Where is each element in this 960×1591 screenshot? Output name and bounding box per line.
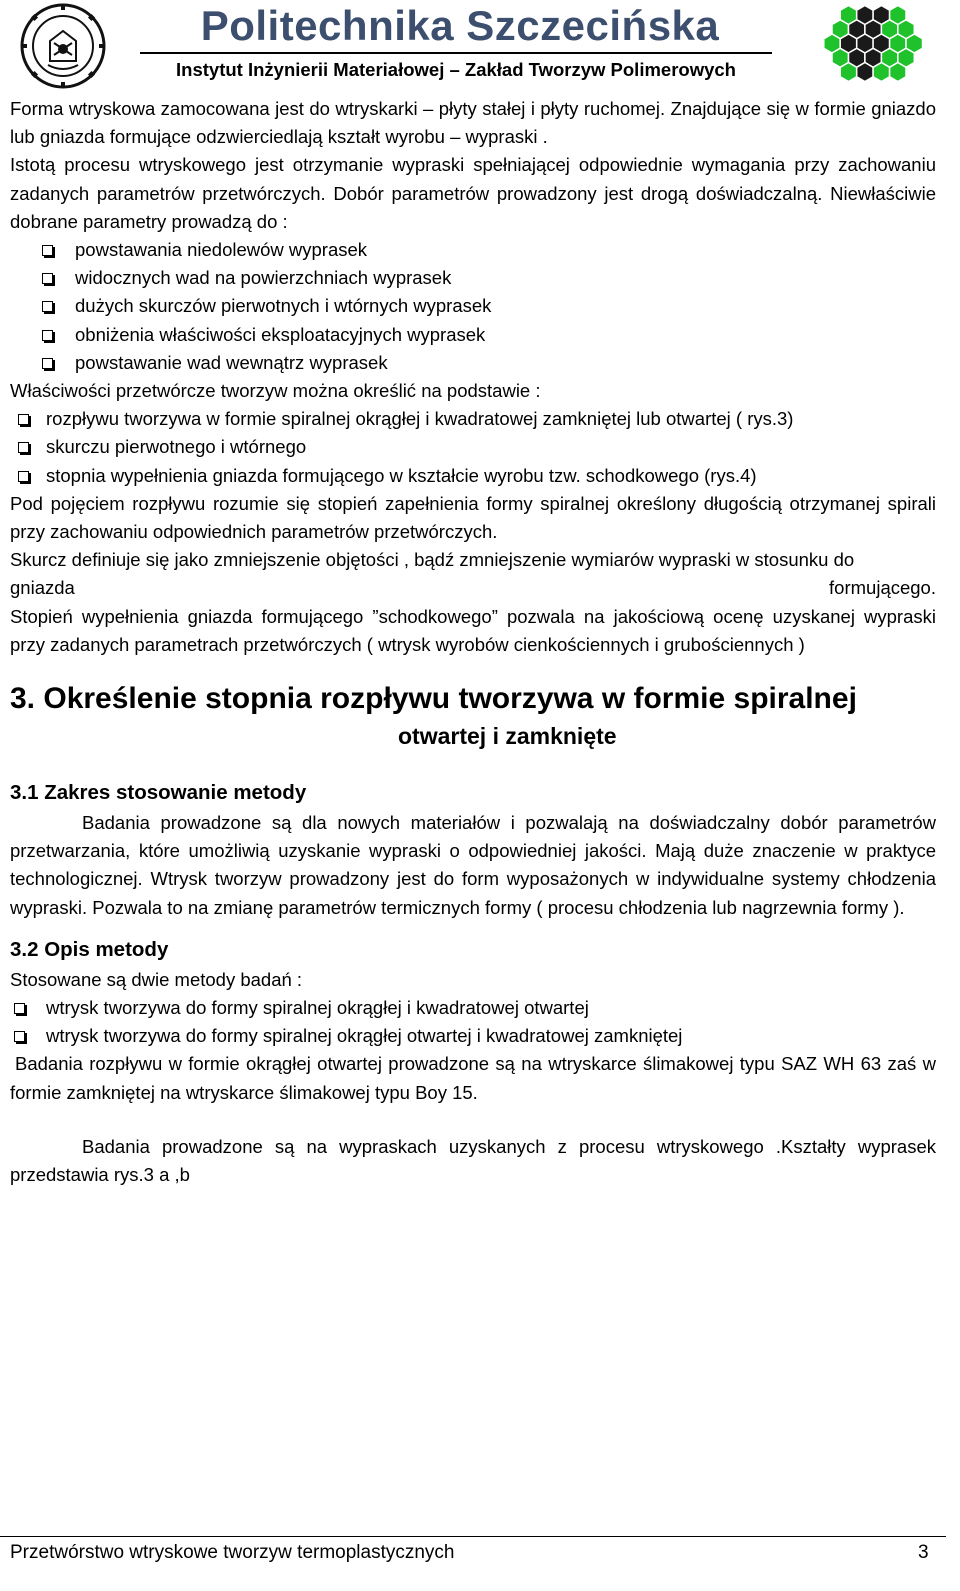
list-item: wtrysk tworzywa do formy spiralnej okrągłej i kwadratowej otwartej — [10, 994, 936, 1022]
header-divider — [140, 52, 772, 54]
institute-name: Instytut Inżynierii Materiałowej – Zakład Tworzyw Polimerowych — [176, 59, 736, 80]
checkbox-bullet-icon — [42, 358, 53, 369]
section-3-1-title: 3.1 Zakres stosowanie metody — [10, 781, 307, 805]
list-item: powstawania niedolewów wyprasek — [10, 236, 936, 264]
flow-definition: Pod pojęciem rozpływu rozumie się stopień zapełnienia formy spiralnej określony długością otrzymanej spirali przy zachowaniu odpowiednich parametrów przetwórczych. — [10, 492, 936, 543]
document-body — [10, 95, 936, 1189]
logo-hexagon — [890, 63, 906, 82]
page-header — [0, 0, 960, 88]
list-item: skurczu pierwotnego i wtórnego — [10, 433, 936, 461]
shrink-definition-line1: Skurcz definiuje się jako zmniejszenie objętości , bądź zmniejszenie wymiarów wypraski w stosunku do — [10, 549, 855, 571]
checkbox-bullet-icon — [18, 471, 29, 482]
logo-hexagon — [873, 63, 890, 82]
step-definition: Stopień wypełnienia gniazda formującego ”schodkowego” pozwala na jakościową ocenę uzyskanej wypraski przy zadanych parametrach przetwórczych ( wtrysk wyrobów cienkościennych i grubościennych ) — [10, 605, 936, 655]
shrink-definition-line2: gniazda formującego. — [10, 577, 936, 599]
list-item: stopnia wypełnienia gniazda formującego w kształcie wyrobu tzw. schodkowego (rys.4) — [10, 462, 936, 490]
section-3-2-paragraph-1: Badania rozpływu w formie okrągłej otwartej prowadzone są na wtryskarce ślimakowej typu SAZ WH 63 zaś w formie zamkniętej na wtryskarce ślimakowej typu Boy 15. — [10, 1053, 936, 1103]
checkbox-bullet-icon — [42, 273, 53, 284]
section-3-1-text: Badania prowadzone są dla nowych materiałów i pozwalają na doświadczalny dobór parametrów przetwarzania, które umożliwią uzyskanie wypraski o odpowiedniej jakości. Mają duże znaczenie w praktyce technologicznej. Wtrysk tworzyw prowadzony jest do form wyposażonych w indywidualne systemy chłodzenia wypraski. Pozwala to na zmianę parametrów termicznych formy ( procesu chłodzenia lub nagrzewnia formy ). — [10, 812, 936, 918]
polymer-hexagon-logo — [820, 3, 942, 87]
checkbox-bullet-icon — [14, 1031, 25, 1042]
logo-hexagon — [857, 63, 873, 82]
properties-list — [10, 405, 936, 490]
methods-list — [10, 994, 936, 1050]
list-item: rozpływu tworzywa w formie spiralnej okrągłej i kwadratowej zamkniętej lub otwartej ( rys.3) — [10, 405, 936, 433]
university-name: Politechnika Szczecińska — [200, 2, 720, 49]
checkbox-bullet-icon — [18, 414, 29, 425]
checkbox-bullet-icon — [42, 301, 53, 312]
logo-hexagon — [840, 63, 857, 82]
checkbox-bullet-icon — [18, 442, 29, 453]
section-3-2-paragraph-2: Badania prowadzone są na wypraskach uzyskanych z procesu wtryskowego .Kształty wyprasek przedstawia rys.3 a ,b — [10, 1135, 936, 1186]
university-seal-logo — [20, 3, 106, 89]
list-item: wtrysk tworzywa do formy spiralnej okrągłej otwartej i kwadratowej zamkniętej — [10, 1022, 936, 1050]
list-item: powstawanie wad wewnątrz wyprasek — [10, 349, 936, 377]
section-3-title-line2: otwartej i zamknięte — [398, 723, 617, 750]
section-3-2-title: 3.2 Opis metody — [10, 937, 169, 961]
page-number: 3 — [918, 1542, 929, 1563]
list-item: obniżenia właściwości eksploatacyjnych wyprasek — [10, 321, 936, 349]
intro-paragraph-2: Istotą procesu wtryskowego jest otrzymanie wypraski spełniającej odpowiednie wymagania przy zachowaniu zadanych parametrów przetwórczych. Dobór parametrów prowadzony jest drogą doświadczalną. Niewłaściwie dobrane parametry prowadzą do : — [10, 154, 936, 232]
footer-title: Przetwórstwo wtryskowe tworzyw termoplastycznych — [10, 1542, 455, 1563]
list-item: dużych skurczów pierwotnych i wtórnych wyprasek — [10, 292, 936, 320]
list-item: widocznych wad na powierzchniach wyprasek — [10, 264, 936, 292]
defects-list — [10, 236, 936, 377]
intro-paragraph-1: Forma wtryskowa zamocowana jest do wtryskarki – płyty stałej i płyty ruchomej. Znajdujące się w formie gniazdo lub gniazda formujące odzwierciedlają kształt wyrobu – wypraski . — [10, 98, 936, 148]
section-3-2-intro: Stosowane są dwie metody badań : — [10, 968, 303, 990]
footer-divider — [0, 1536, 946, 1537]
checkbox-bullet-icon — [14, 1003, 25, 1014]
section-3-title: 3. Określenie stopnia rozpływu tworzywa w formie spiralnej — [10, 682, 857, 716]
properties-intro: Właściwości przetwórcze tworzyw można określić na podstawie : — [10, 380, 541, 402]
checkbox-bullet-icon — [42, 245, 53, 256]
checkbox-bullet-icon — [42, 330, 53, 341]
